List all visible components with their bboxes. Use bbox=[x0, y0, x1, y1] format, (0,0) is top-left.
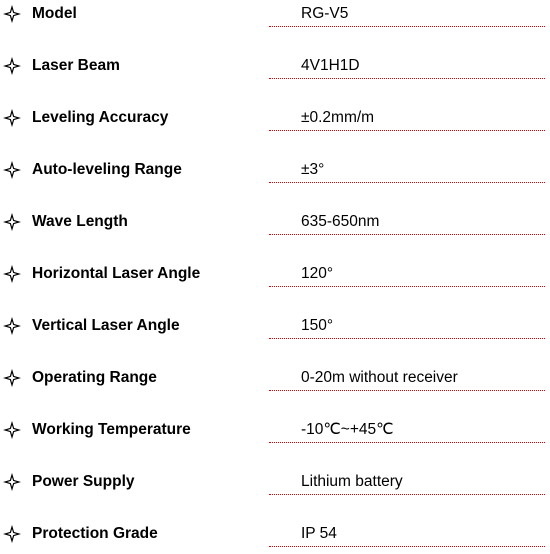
dotted-underline bbox=[269, 494, 545, 495]
spec-value: Lithium battery bbox=[301, 473, 403, 490]
four-point-star-icon bbox=[3, 421, 21, 439]
spec-label: Auto-leveling Range bbox=[32, 161, 182, 178]
spec-label: Vertical Laser Angle bbox=[32, 317, 180, 334]
spec-row-laser-beam bbox=[0, 56, 550, 86]
dotted-underline bbox=[269, 546, 545, 547]
dotted-underline bbox=[269, 26, 545, 27]
spec-row-leveling-accuracy bbox=[0, 108, 550, 138]
spec-value: 120° bbox=[301, 265, 334, 282]
dotted-underline bbox=[269, 442, 545, 443]
four-point-star-icon bbox=[3, 109, 21, 127]
spec-row-operating-range bbox=[0, 368, 550, 398]
spec-label: Laser Beam bbox=[32, 57, 120, 74]
dotted-underline bbox=[269, 390, 545, 391]
spec-label: Model bbox=[32, 5, 77, 22]
spec-row-model bbox=[0, 4, 550, 34]
four-point-star-icon bbox=[3, 57, 21, 75]
dotted-underline bbox=[269, 130, 545, 131]
spec-value: ±3° bbox=[301, 161, 325, 178]
dotted-underline bbox=[269, 234, 545, 235]
spec-value: ±0.2mm/m bbox=[301, 109, 375, 126]
dotted-underline bbox=[269, 338, 545, 339]
spec-value: 4V1H1D bbox=[301, 57, 360, 74]
spec-value: 150° bbox=[301, 317, 334, 334]
spec-value: RG-V5 bbox=[301, 5, 349, 22]
dotted-underline bbox=[269, 286, 545, 287]
spec-row-vertical-laser-angle bbox=[0, 316, 550, 346]
spec-row-horizontal-laser-angle bbox=[0, 264, 550, 294]
spec-label: Leveling Accuracy bbox=[32, 109, 169, 126]
spec-value: 0-20m without receiver bbox=[301, 369, 458, 386]
spec-label: Wave Length bbox=[32, 213, 128, 230]
spec-value: IP 54 bbox=[301, 525, 337, 542]
spec-label: Working Temperature bbox=[32, 421, 191, 438]
spec-value: 635-650nm bbox=[301, 213, 380, 230]
dotted-underline bbox=[269, 78, 545, 79]
four-point-star-icon bbox=[3, 525, 21, 543]
spec-value: -10℃~+45℃ bbox=[301, 421, 394, 438]
spec-label: Operating Range bbox=[32, 369, 157, 386]
four-point-star-icon bbox=[3, 5, 21, 23]
spec-row-auto-leveling-range bbox=[0, 160, 550, 190]
four-point-star-icon bbox=[3, 265, 21, 283]
spec-row-working-temperature bbox=[0, 420, 550, 450]
four-point-star-icon bbox=[3, 473, 21, 491]
four-point-star-icon bbox=[3, 369, 21, 387]
four-point-star-icon bbox=[3, 317, 21, 335]
dotted-underline bbox=[269, 182, 545, 183]
four-point-star-icon bbox=[3, 161, 21, 179]
spec-row-power-supply bbox=[0, 472, 550, 502]
spec-label: Protection Grade bbox=[32, 525, 158, 542]
spec-label: Power Supply bbox=[32, 473, 135, 490]
spec-label: Horizontal Laser Angle bbox=[32, 265, 201, 282]
spec-row-wave-length bbox=[0, 212, 550, 242]
four-point-star-icon bbox=[3, 213, 21, 231]
